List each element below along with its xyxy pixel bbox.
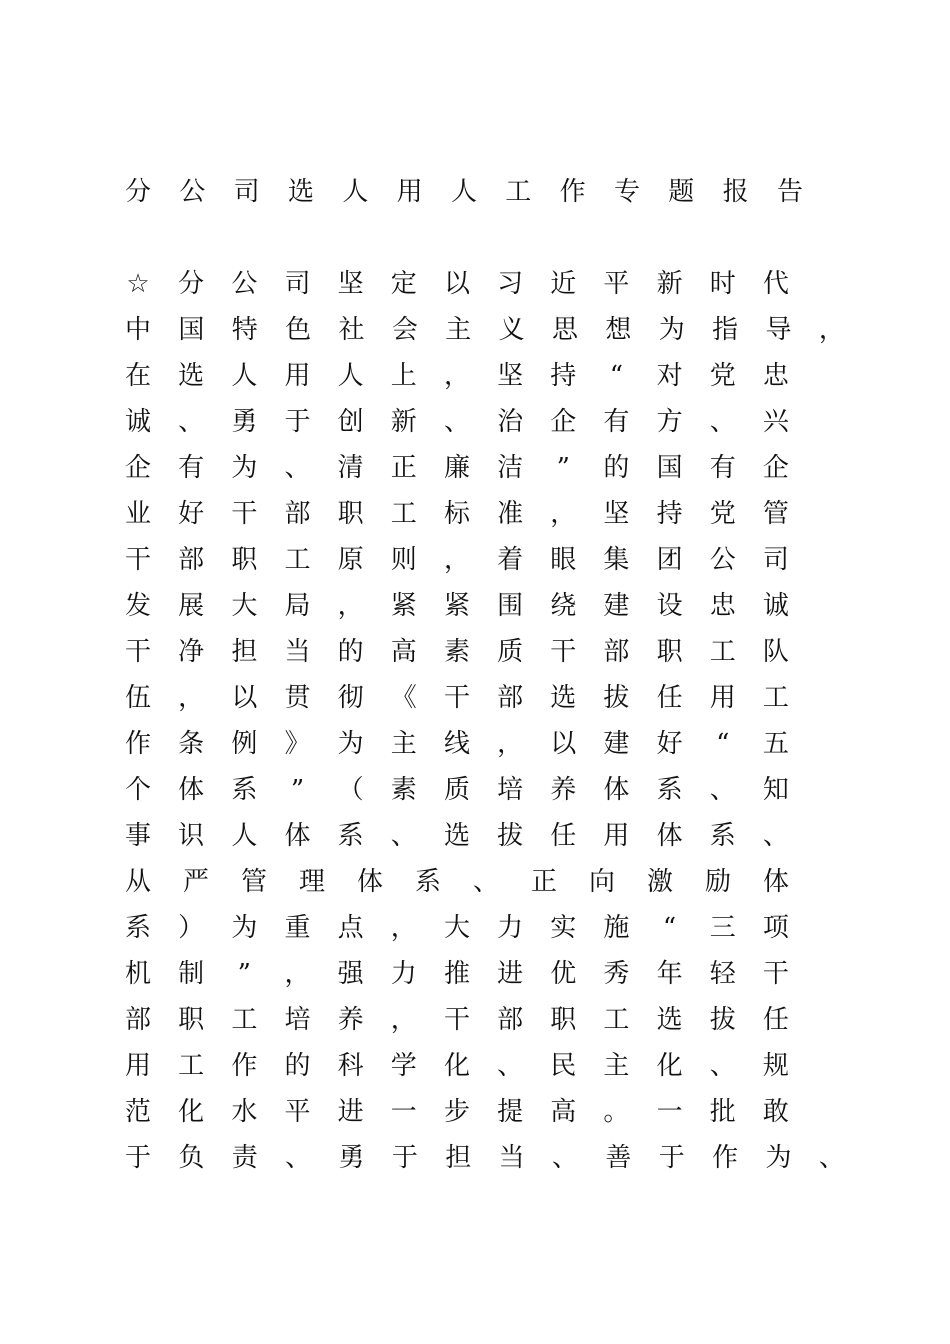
body-line: 机 制 ” ， 强 力 推 进 优 秀 年 轻 干 bbox=[125, 959, 789, 989]
body-line: 企 有 为 、 清 正 廉 洁 ” 的 国 有 企 bbox=[125, 453, 789, 483]
body-line: 于 负 责 、 勇 于 担 当 、 善 于 作 为 、 bbox=[125, 1143, 845, 1173]
body-line: 系 ） 为 重 点 ， 大 力 实 施 “ 三 项 bbox=[125, 913, 789, 943]
body-line: 在 选 人 用 人 上 ， 坚 持 “ 对 党 忠 bbox=[125, 361, 789, 391]
document-title: 分 公 司 选 人 用 人 工 作 专 题 报 告 bbox=[125, 177, 803, 207]
body-line: 用 工 作 的 科 学 化 、 民 主 化 、 规 bbox=[125, 1051, 789, 1081]
body-line: 个 体 系 ” （ 素 质 培 养 体 系 、 知 bbox=[125, 775, 789, 805]
body-line: 发 展 大 局 ， 紧 紧 围 绕 建 设 忠 诚 bbox=[125, 591, 789, 621]
body-line: 业 好 干 部 职 工 标 准 ， 坚 持 党 管 bbox=[125, 499, 789, 529]
body-line: 部 职 工 培 养 ， 干 部 职 工 选 拔 任 bbox=[125, 1005, 789, 1035]
body-line: 事 识 人 体 系 、 选 拔 任 用 体 系 、 bbox=[125, 821, 789, 851]
body-line: 诚 、 勇 于 创 新 、 治 企 有 方 、 兴 bbox=[125, 407, 789, 437]
body-line: 伍 ， 以 贯 彻 《 干 部 选 拔 任 用 工 bbox=[125, 683, 789, 713]
body-line: 中 国 特 色 社 会 主 义 思 想 为 指 导 ， bbox=[125, 315, 845, 345]
body-line: 范 化 水 平 进 一 步 提 高 。 一 批 敢 bbox=[125, 1097, 789, 1127]
body-line: 作 条 例 》 为 主 线 ， 以 建 好 “ 五 bbox=[125, 729, 789, 759]
body-line: 干 净 担 当 的 高 素 质 干 部 职 工 队 bbox=[125, 637, 789, 667]
body-line: ☆ 分 公 司 坚 定 以 习 近 平 新 时 代 bbox=[126, 269, 789, 299]
body-line: 从 严 管 理 体 系 、 正 向 激 励 体 bbox=[125, 867, 790, 897]
body-line: 干 部 职 工 原 则 ， 着 眼 集 团 公 司 bbox=[125, 545, 789, 575]
